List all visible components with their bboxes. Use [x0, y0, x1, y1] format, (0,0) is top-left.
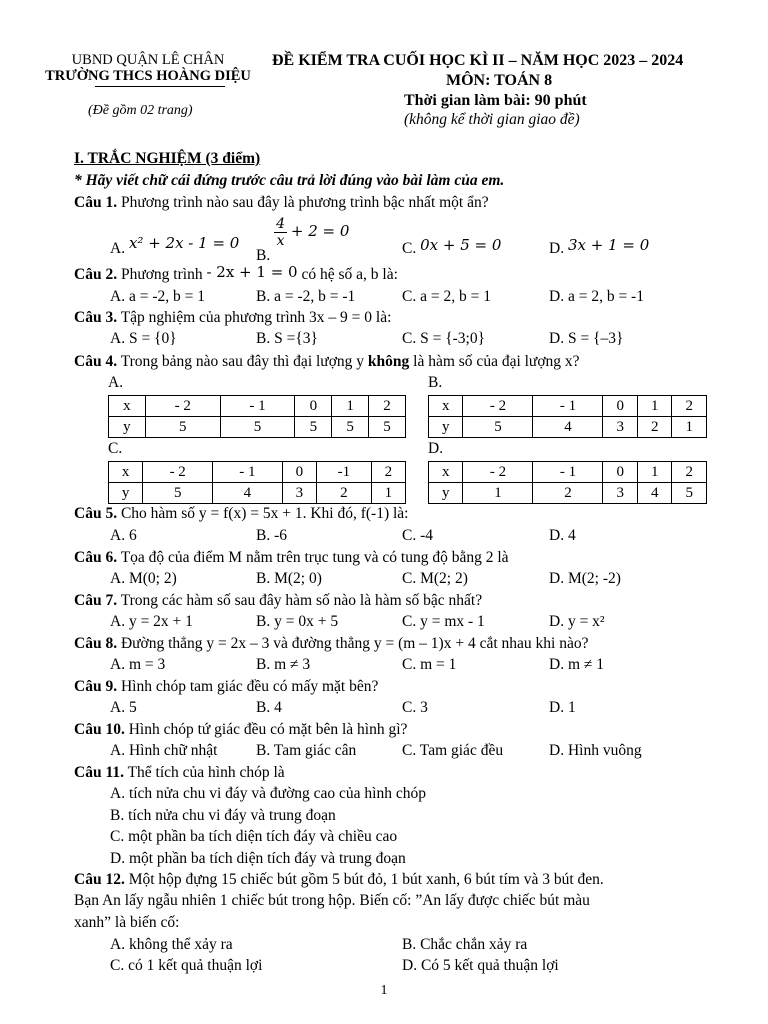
- q2-option-b: B. a = -2, b = -1: [256, 288, 356, 305]
- table-cell: - 2: [143, 462, 213, 483]
- exam-subject: MÔN: TOÁN 8: [446, 72, 553, 89]
- q1-option-b: [256, 216, 350, 265]
- question-10: [74, 721, 407, 739]
- option-letter: D.: [549, 240, 565, 257]
- table-row: [109, 417, 406, 438]
- table-cell: 3: [282, 483, 316, 504]
- table-header-cell: x: [109, 462, 143, 483]
- table-cell: 4: [533, 417, 603, 438]
- question-text: Trong bảng nào sau đây thì đại lượng y: [120, 353, 365, 370]
- exam-title: ĐỀ KIỂM TRA CUỐI HỌC KÌ II – NĂM HỌC 2023 – 2024: [272, 52, 684, 69]
- table-cell: 2: [672, 396, 707, 417]
- table-cell: 1: [463, 483, 533, 504]
- option-expression: 0x + 5 = 0: [420, 236, 502, 254]
- table-header-cell: x: [429, 396, 463, 417]
- q3-option-b: B. S ={3}: [256, 330, 318, 347]
- table-cell: -1: [317, 462, 372, 483]
- q1-option-d: [549, 236, 650, 258]
- q11-option-d: D. một phần ba tích diện tích đáy và trung đoạn: [110, 850, 406, 867]
- table-cell: 0: [603, 396, 637, 417]
- q2-option-d: D. a = 2, b = -1: [549, 288, 644, 305]
- q6-option-c: C. M(2; 2): [402, 570, 468, 587]
- q3-option-a: A. S = {0}: [110, 330, 177, 347]
- exam-time: Thời gian làm bài: 90 phút: [404, 92, 587, 109]
- table-cell: 5: [369, 417, 406, 438]
- option-expression: + 2 = 0: [290, 222, 350, 241]
- option-expression: x² + 2x - 1 = 0: [128, 234, 240, 252]
- q5-option-b: B. -6: [256, 527, 287, 544]
- table-header-cell: x: [109, 396, 146, 417]
- question-8: [74, 635, 588, 653]
- q12-option-a: A. không thể xảy ra: [110, 936, 233, 953]
- question-emphasis: không: [367, 353, 410, 370]
- q5-option-d: D. 4: [549, 527, 576, 544]
- q9-option-b: B. 4: [256, 699, 282, 716]
- table-header-cell: y: [109, 417, 146, 438]
- question-text: Phương trình: [120, 266, 203, 283]
- question-7: [74, 592, 482, 610]
- page-number: 1: [380, 983, 388, 998]
- school-name: TRƯỜNG THCS HOÀNG DIỆU: [45, 68, 251, 84]
- question-label: Câu 8.: [74, 635, 118, 652]
- table-cell: - 1: [220, 396, 295, 417]
- q6-option-a: A. M(0; 2): [110, 570, 177, 587]
- q3-option-c: C. S = {-3;0}: [402, 330, 486, 347]
- table-cell: 4: [637, 483, 671, 504]
- table-row: [109, 483, 406, 504]
- q5-option-c: C. -4: [402, 527, 433, 544]
- q12-option-b: B. Chắc chắn xảy ra: [402, 936, 528, 953]
- table-cell: 2: [637, 417, 671, 438]
- option-letter: A.: [110, 240, 126, 257]
- table-cell: 4: [213, 483, 283, 504]
- table-cell: 5: [332, 417, 369, 438]
- q9-option-d: D. 1: [549, 699, 576, 716]
- option-expression: 3x + 1 = 0: [567, 236, 650, 254]
- table-row: [109, 396, 406, 417]
- q6-option-b: B. M(2; 0): [256, 570, 322, 587]
- question-label: Câu 4.: [74, 353, 118, 370]
- q3-option-d: D. S = {–3}: [549, 330, 624, 347]
- question-6: [74, 549, 509, 567]
- question-label: Câu 2.: [74, 266, 118, 283]
- table-cell: 5: [143, 483, 213, 504]
- q10-option-a: A. Hình chữ nhật: [110, 742, 218, 759]
- q11-option-c: C. một phần ba tích diện tích đáy và chiều cao: [110, 828, 398, 845]
- school-authority: UBND QUẬN LÊ CHÂN: [71, 52, 225, 68]
- fraction-numerator: 4: [276, 216, 286, 232]
- q7-option-b: B. y = 0x + 5: [256, 613, 339, 630]
- table-cell: 3: [603, 483, 637, 504]
- table-cell: 1: [637, 462, 671, 483]
- table-header-cell: y: [109, 483, 143, 504]
- question-12-line3: xanh” là biến cố:: [74, 914, 180, 931]
- q9-option-a: A. 5: [110, 699, 137, 716]
- table-cell: 1: [332, 396, 369, 417]
- q8-option-b: B. m ≠ 3: [256, 656, 311, 673]
- question-11: [74, 764, 285, 782]
- table-cell: - 1: [213, 462, 283, 483]
- table-cell: 5: [295, 417, 332, 438]
- section-instruction: * Hãy viết chữ cái đứng trước câu trả lời đúng vào bài làm của em.: [74, 172, 505, 189]
- q1-option-c: [402, 236, 502, 258]
- q2-option-a: A. a = -2, b = 1: [110, 288, 205, 305]
- question-label: Câu 5.: [74, 505, 118, 522]
- table-cell: 0: [603, 462, 637, 483]
- q4-table-d: [428, 461, 707, 504]
- q4-table-d-label: D.: [428, 440, 444, 457]
- question-12: [74, 871, 604, 889]
- table-cell: - 1: [533, 396, 603, 417]
- table-cell: - 2: [145, 396, 220, 417]
- option-letter: B.: [256, 247, 271, 265]
- q4-table-b-label: B.: [428, 374, 443, 391]
- question-12-line2: Bạn An lấy ngẫu nhiên 1 chiếc bút trong hộp. Biến cố: ”An lấy được chiếc bút màu: [74, 892, 590, 909]
- q2-option-c: C. a = 2, b = 1: [402, 288, 491, 305]
- table-cell: 3: [603, 417, 637, 438]
- question-text: Thể tích của hình chóp là: [127, 764, 285, 781]
- q4-table-a-label: A.: [108, 374, 124, 391]
- q7-option-d: D. y = x²: [549, 613, 605, 630]
- section-title: I. TRẮC NGHIỆM (3 điểm): [74, 150, 261, 167]
- option-letter: C.: [402, 240, 417, 257]
- table-cell: - 2: [463, 396, 533, 417]
- table-cell: 5: [145, 417, 220, 438]
- question-text: là hàm số của đại lượng x?: [413, 353, 580, 370]
- exam-time-note: (không kể thời gian giao đề): [404, 111, 580, 128]
- table-cell: - 2: [463, 462, 533, 483]
- question-text: Tọa độ của điểm M nằm trên trục tung và có tung độ bằng 2 là: [120, 549, 509, 566]
- q11-option-a: A. tích nửa chu vi đáy và đường cao của hình chóp: [110, 785, 426, 802]
- table-cell: 1: [371, 483, 405, 504]
- question-label: Câu 3.: [74, 309, 118, 326]
- q4-table-a: [108, 395, 406, 438]
- fraction: [274, 216, 287, 249]
- table-cell: 2: [533, 483, 603, 504]
- table-cell: 0: [295, 396, 332, 417]
- question-label: Câu 12.: [74, 871, 125, 888]
- question-label: Câu 6.: [74, 549, 118, 566]
- table-row: [429, 483, 707, 504]
- question-text: Hình chóp tứ giác đều có mặt bên là hình gì?: [128, 721, 408, 738]
- question-text: Đường thẳng y = 2x – 3 và đường thẳng y = (m – 1)x + 4 cắt nhau khi nào?: [120, 635, 589, 652]
- table-cell: 1: [637, 396, 671, 417]
- school-name-underline: [95, 86, 225, 87]
- table-cell: 2: [371, 462, 405, 483]
- table-cell: 5: [463, 417, 533, 438]
- table-cell: 2: [317, 483, 372, 504]
- question-text: Một hộp đựng 15 chiếc bút gồm 5 bút đỏ, 1 bút xanh, 6 bút tím và 3 bút đen.: [128, 871, 604, 888]
- table-cell: 2: [672, 462, 707, 483]
- q9-option-c: C. 3: [402, 699, 428, 716]
- question-label: Câu 1.: [74, 194, 118, 211]
- q12-option-c: C. có 1 kết quả thuận lợi: [110, 957, 263, 974]
- table-cell: 1: [672, 417, 707, 438]
- table-cell: 5: [220, 417, 295, 438]
- q7-option-a: A. y = 2x + 1: [110, 613, 193, 630]
- table-cell: - 1: [533, 462, 603, 483]
- q8-option-d: D. m ≠ 1: [549, 656, 605, 673]
- question-label: Câu 7.: [74, 592, 118, 609]
- page-count-note: (Đề gồm 02 trang): [88, 103, 193, 118]
- table-row: [109, 462, 406, 483]
- q7-option-c: C. y = mx - 1: [402, 613, 485, 630]
- question-text: Trong các hàm số sau đây hàm số nào là hàm số bậc nhất?: [120, 592, 483, 609]
- question-text: Hình chóp tam giác đều có mấy mặt bên?: [120, 678, 379, 695]
- question-3: [74, 309, 391, 327]
- question-2: [74, 265, 398, 284]
- q6-option-d: D. M(2; -2): [549, 570, 621, 587]
- question-9: [74, 678, 378, 696]
- q5-option-a: A. 6: [110, 527, 137, 544]
- fraction-denominator: x: [276, 233, 285, 249]
- q4-table-b: [428, 395, 707, 438]
- q8-option-a: A. m = 3: [110, 656, 166, 673]
- q11-option-b: B. tích nửa chu vi đáy và trung đoạn: [110, 807, 336, 824]
- table-row: [429, 462, 707, 483]
- q10-option-d: D. Hình vuông: [549, 742, 642, 759]
- question-text: Cho hàm số y = f(x) = 5x + 1. Khi đó, f(-1) là:: [120, 505, 409, 522]
- table-header-cell: y: [429, 417, 463, 438]
- table-header-cell: x: [429, 462, 463, 483]
- table-header-cell: y: [429, 483, 463, 504]
- q10-option-b: B. Tam giác cân: [256, 742, 357, 759]
- question-text: Tập nghiệm của phương trình 3x – 9 = 0 là:: [120, 309, 392, 326]
- q4-table-c-label: C.: [108, 440, 123, 457]
- question-label: Câu 11.: [74, 764, 124, 781]
- table-row: [429, 396, 707, 417]
- table-cell: 0: [282, 462, 316, 483]
- q4-table-c: [108, 461, 406, 504]
- question-4: [74, 353, 580, 371]
- question-text: Phương trình nào sau đây là phương trình bậc nhất một ẩn?: [120, 194, 489, 211]
- question-text: có hệ số a, b là:: [301, 266, 398, 283]
- question-label: Câu 9.: [74, 678, 118, 695]
- q12-option-d: D. Có 5 kết quả thuận lợi: [402, 957, 559, 974]
- q8-option-c: C. m = 1: [402, 656, 457, 673]
- question-label: Câu 10.: [74, 721, 125, 738]
- q10-option-c: C. Tam giác đều: [402, 742, 504, 759]
- equation: - 2x + 1 = 0: [206, 263, 298, 281]
- question-1: [74, 194, 489, 212]
- question-5: [74, 505, 408, 523]
- table-cell: 2: [369, 396, 406, 417]
- q1-option-a: [110, 234, 240, 258]
- table-cell: 5: [672, 483, 707, 504]
- table-row: [429, 417, 707, 438]
